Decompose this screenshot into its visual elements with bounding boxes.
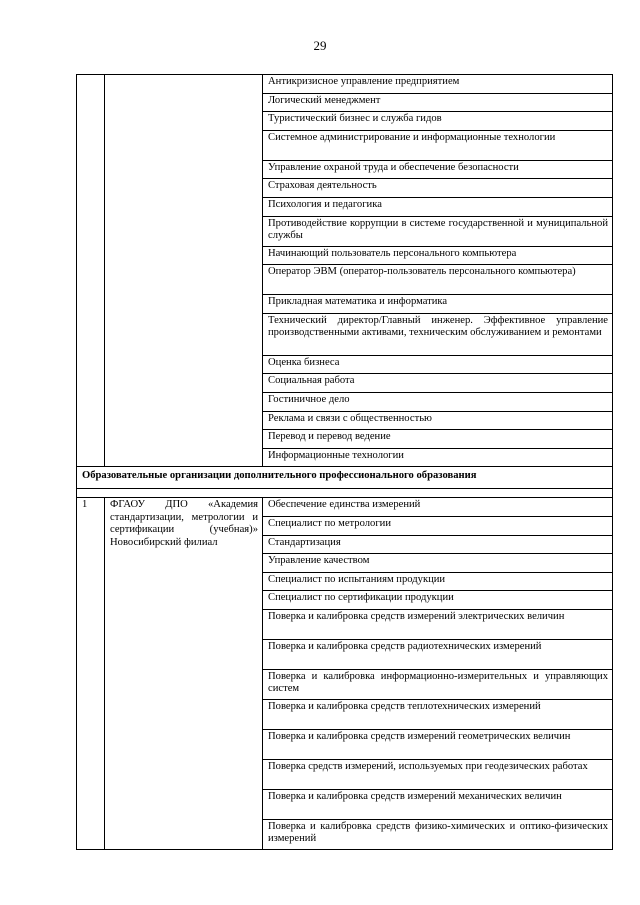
organization-cell: ФГАОУ ДПО «Академия стандартизации, метрологии и сертификации (учебная)» Новосибирский филиал: [105, 498, 263, 850]
program-cell: Логический менеджмент: [263, 93, 613, 112]
program-cell: Управление качеством: [263, 554, 613, 573]
program-cell: Антикризисное управление предприятием: [263, 75, 613, 94]
organization-cell: [105, 75, 263, 467]
table-row: [77, 75, 613, 94]
program-cell: Поверка и калибровка средств измерений механических величин: [263, 789, 613, 819]
page-number: 29: [313, 38, 327, 53]
program-cell: Специалист по сертификации продукции: [263, 591, 613, 610]
program-cell: Перевод и перевод ведение: [263, 430, 613, 449]
program-cell: Страховая деятельность: [263, 179, 613, 198]
section-heading-row: [77, 467, 613, 489]
program-cell: Поверка средств измерений, используемых при геодезических работах: [263, 759, 613, 789]
row-number-cell: 1: [77, 498, 105, 850]
program-cell: Оценка бизнеса: [263, 355, 613, 374]
program-cell: Поверка и калибровка средств измерений геометрических величин: [263, 729, 613, 759]
program-cell: Психология и педагогика: [263, 197, 613, 216]
spacer-row: [77, 489, 613, 498]
program-cell: Поверка и калибровка информационно-измерительных и управляющих систем: [263, 669, 613, 699]
program-cell: Информационные технологии: [263, 448, 613, 467]
program-cell: Системное администрирование и информационные технологии: [263, 130, 613, 160]
program-cell: Технический директор/Главный инженер. Эффективное управление производственными активами, техническим обслуживанием и ремонтами: [263, 313, 613, 355]
program-cell: Социальная работа: [263, 374, 613, 393]
program-cell: Специалист по метрологии: [263, 516, 613, 535]
program-cell: Противодействие коррупции в системе государственной и муниципальной службы: [263, 216, 613, 246]
program-cell: Обеспечение единства измерений: [263, 498, 613, 517]
program-cell: Поверка и калибровка средств теплотехнических измерений: [263, 699, 613, 729]
program-cell: Поверка и калибровка средств измерений электрических величин: [263, 609, 613, 639]
program-cell: Поверка и калибровка средств физико-химических и оптико-физических измерений: [263, 819, 613, 849]
spacer-cell: [77, 489, 613, 498]
program-cell: Реклама и связи с общественностью: [263, 411, 613, 430]
program-cell: Туристический бизнес и служба гидов: [263, 112, 613, 131]
program-cell: Управление охраной труда и обеспечение безопасности: [263, 160, 613, 179]
section-title: Образовательные организации дополнительного профессионального образования: [77, 467, 613, 489]
table-row: [77, 498, 613, 517]
program-cell: Прикладная математика и информатика: [263, 295, 613, 314]
program-cell: Специалист по испытаниям продукции: [263, 572, 613, 591]
program-cell: Оператор ЭВМ (оператор-пользователь персонального компьютера): [263, 265, 613, 295]
row-number-cell: [77, 75, 105, 467]
program-cell: Поверка и калибровка средств радиотехнических измерений: [263, 639, 613, 669]
programs-table: [76, 74, 613, 850]
program-cell: Начинающий пользователь персонального компьютера: [263, 246, 613, 265]
program-cell: Стандартизация: [263, 535, 613, 554]
program-cell: Гостиничное дело: [263, 392, 613, 411]
